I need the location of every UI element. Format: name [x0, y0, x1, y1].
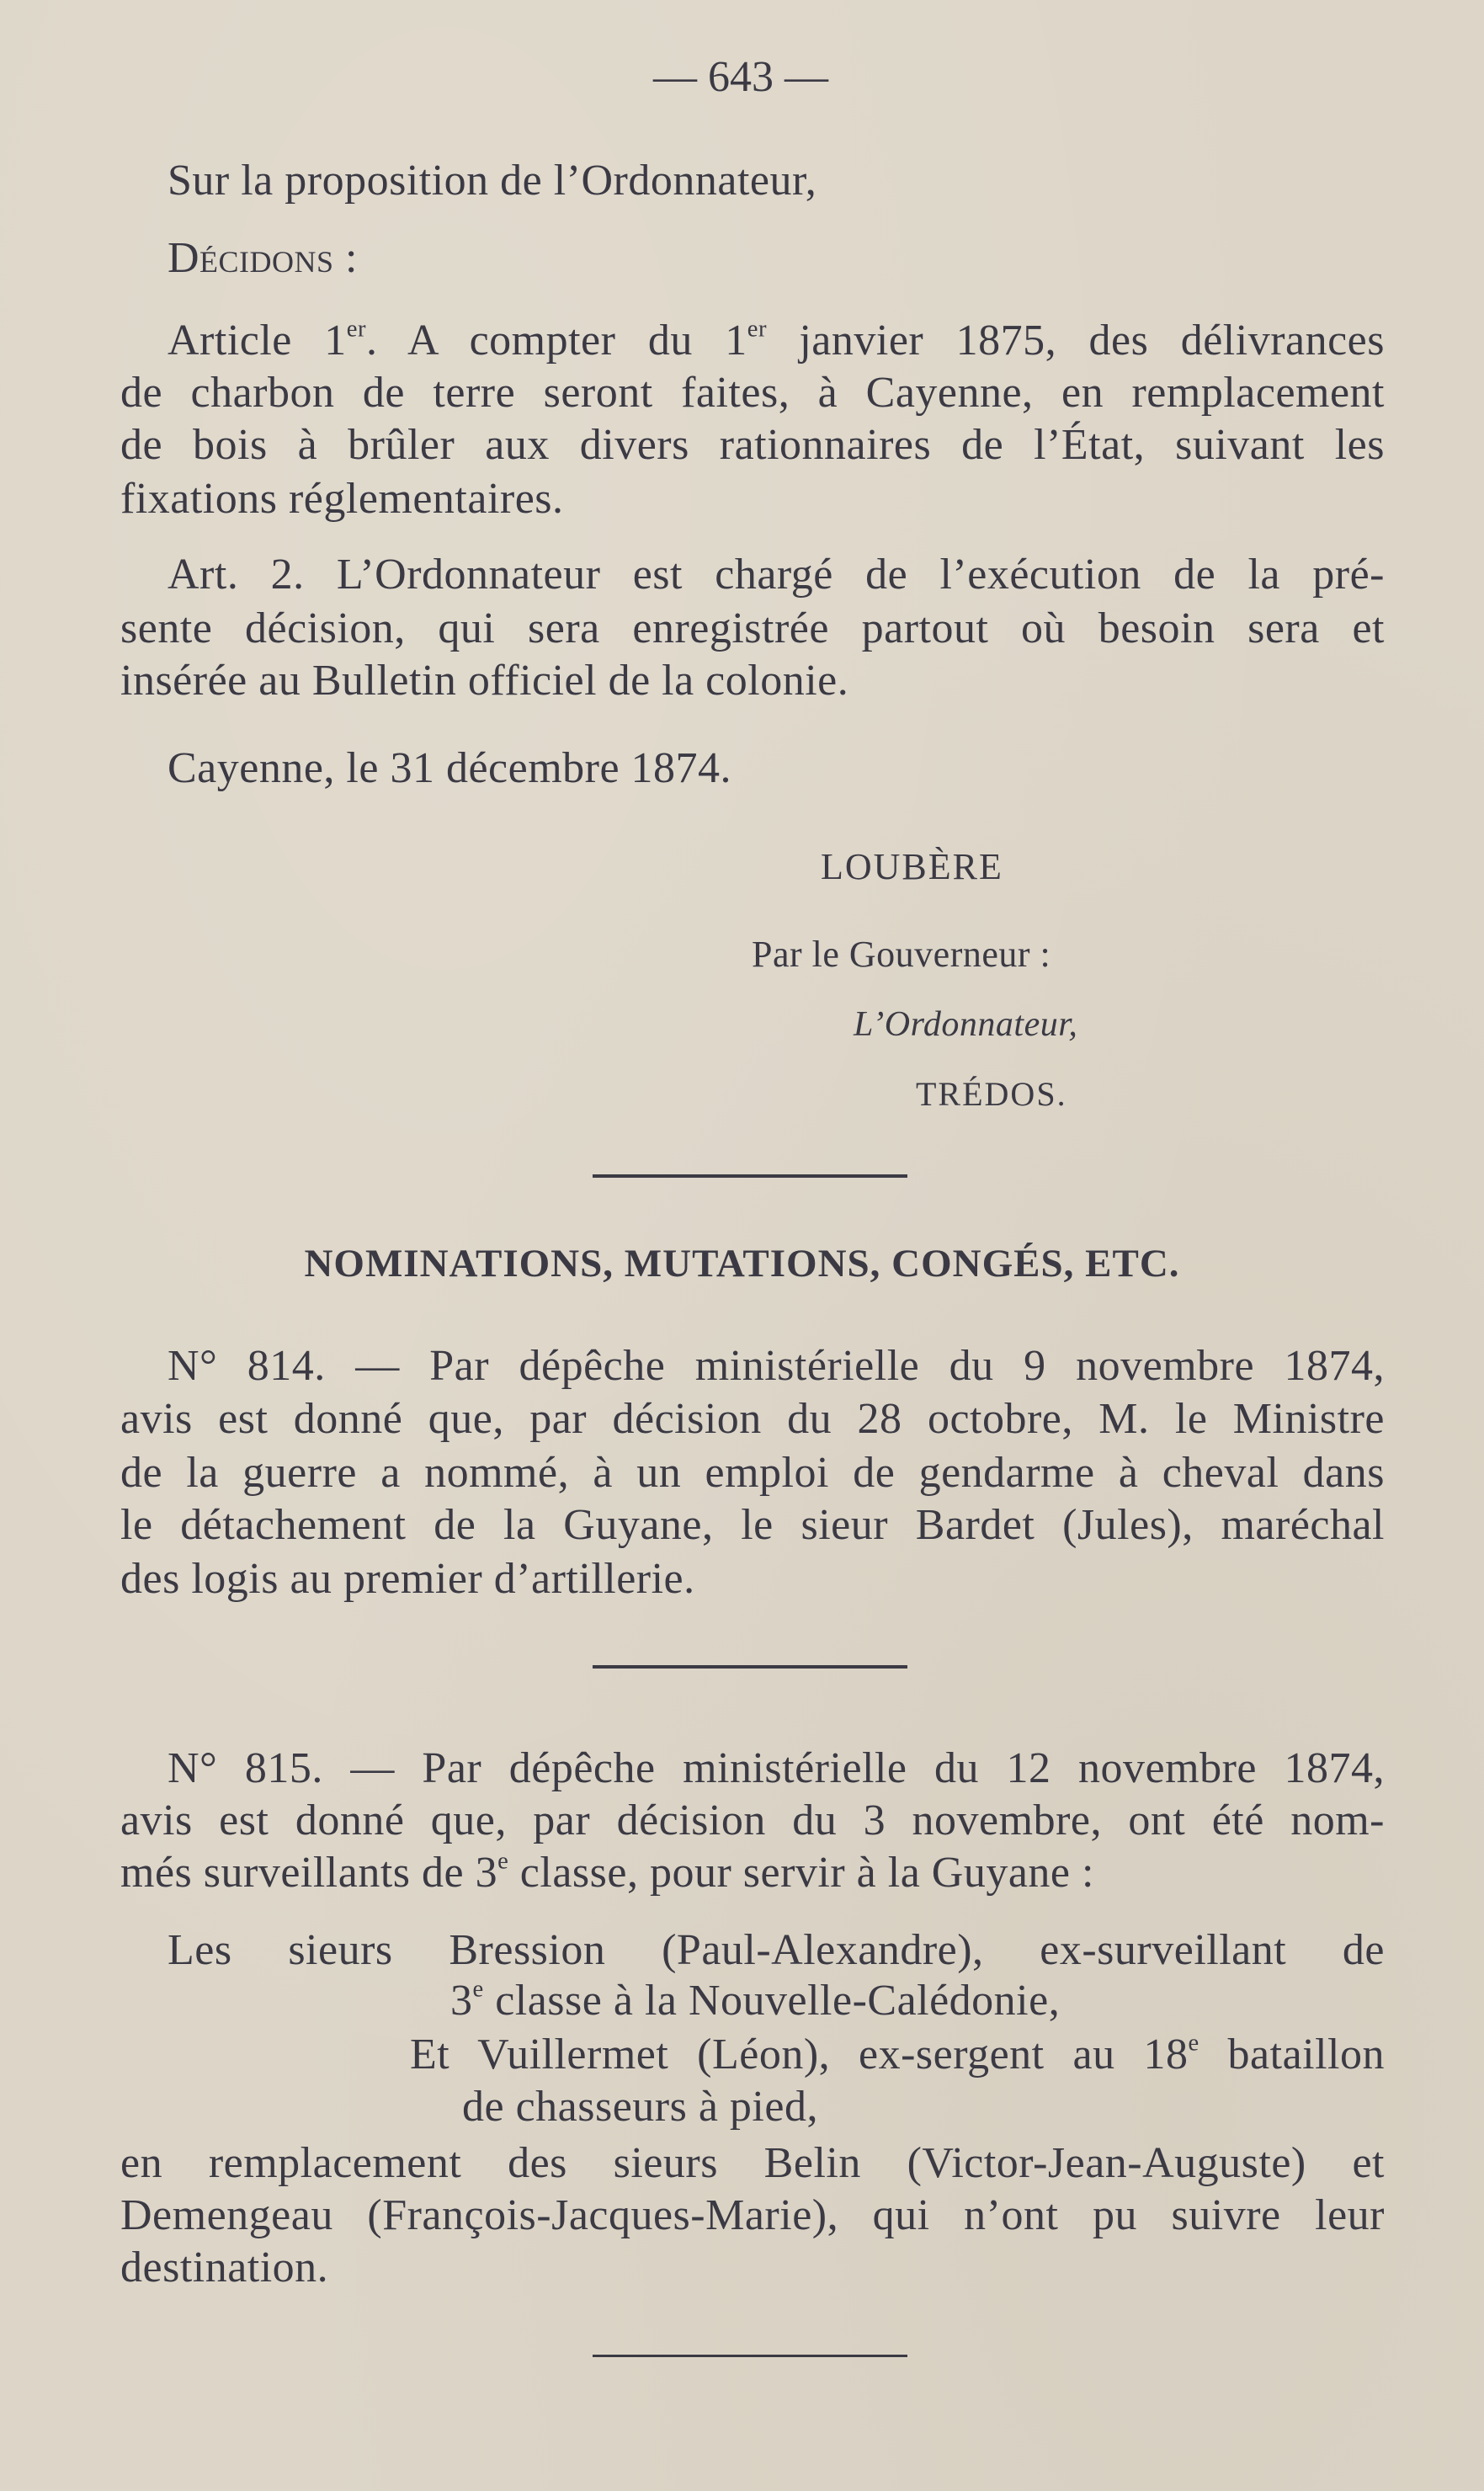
article-1-label: Article 1 — [168, 317, 347, 365]
entry-815-line-5 — [450, 1976, 1060, 2026]
article-2-line-2: sente décision, qui sera enregistrée partout où besoin sera et — [120, 604, 1385, 652]
entry-815-line-4: Les sieurs Bression (Paul-Alexandre), ex-surveillant de — [168, 1926, 1385, 1974]
entry-815-line-10: destination. — [120, 2243, 329, 2291]
article-2-line-1: Art. 2. L’Ordonnateur est chargé de l’exécution de la pré- — [168, 551, 1385, 599]
article-1-line-1 — [168, 316, 1385, 366]
entry-815-line-5-sup: e — [472, 1976, 484, 2003]
page-number: — 643 — — [653, 53, 828, 101]
entry-815-line-9: Demengeau (François-Jacques-Marie), qui n’ont pu suivre leur — [120, 2191, 1385, 2239]
signatory-name: LOUBÈRE — [821, 846, 1003, 887]
separator-rule-3 — [593, 2355, 907, 2357]
entry-814-line-2: avis est donné que, par décision du 28 octobre, M. le Ministre — [120, 1395, 1385, 1443]
entry-814-line-4: le détachement de la Guyane, le sieur Bardet (Jules), maréchal — [120, 1501, 1385, 1549]
entry-815-line-8: en remplacement des sieurs Belin (Victor-Jean-Auguste) et — [120, 2139, 1385, 2187]
ordonnateur-title: L’Ordonnateur, — [854, 1005, 1078, 1044]
entry-814-line-1: N° 814. — Par dépêche ministérielle du 9 novembre 1874, — [168, 1342, 1385, 1390]
entry-815-line-6-start: Et Vuillermet (Léon), ex-sergent au 18 — [410, 2031, 1189, 2078]
entry-815-line-3-start: més surveillants de 3 — [120, 1849, 498, 1897]
entry-815-line-3-end: classe, pour servir à la Guyane : — [508, 1849, 1094, 1897]
place-date: Cayenne, le 31 décembre 1874. — [168, 744, 732, 792]
entry-815-line-3 — [120, 1848, 1094, 1898]
entry-815-line-5-end: classe à la Nouvelle-Calédonie, — [483, 1977, 1061, 2025]
entry-815-line-5-start: 3 — [450, 1977, 473, 2025]
decision-intro: Sur la proposition de l’Ordonnateur, — [168, 157, 817, 205]
entry-815-line-6 — [410, 2030, 1385, 2080]
ordonnateur-name: TRÉDOS. — [916, 1075, 1067, 1113]
entry-815-line-6-end: bataillon — [1199, 2031, 1385, 2078]
entry-815-line-3-sup: e — [497, 1848, 509, 1875]
article-1-line-3: de bois à brûler aux divers rationnaires de l’État, suivant les — [120, 421, 1385, 469]
article-1-date-start: . A compter du 1 — [365, 317, 747, 365]
separator-rule-2 — [593, 1665, 907, 1669]
entry-814-line-5: des logis au premier d’artillerie. — [120, 1555, 695, 1603]
article-1-sup: er — [346, 316, 366, 343]
article-2-line-3: insérée au Bulletin officiel de la colonie. — [120, 657, 849, 705]
entry-815-line-1: N° 815. — Par dépêche ministérielle du 12 novembre 1874, — [168, 1744, 1385, 1792]
entry-815-line-7: de chasseurs à pied, — [462, 2083, 818, 2131]
article-1-date-sup: er — [747, 316, 767, 343]
article-1-date-end: janvier 1875, des délivrances — [766, 317, 1385, 365]
article-1-line-2: de charbon de terre seront faites, à Cayenne, en remplacement — [120, 369, 1385, 417]
section-title: NOMINATIONS, MUTATIONS, CONGÉS, ETC. — [304, 1242, 1180, 1285]
separator-rule-1 — [593, 1174, 907, 1178]
entry-814-line-3: de la guerre a nommé, à un emploi de gendarme à cheval dans — [120, 1449, 1385, 1497]
by-the-governor: Par le Gouverneur : — [752, 934, 1051, 975]
article-1-line-4: fixations réglementaires. — [120, 475, 564, 523]
entry-815-line-6-sup: e — [1188, 2030, 1199, 2057]
entry-815-line-2: avis est donné que, par décision du 3 novembre, ont été nom- — [120, 1796, 1385, 1844]
decidons-heading: Décidons : — [168, 234, 359, 282]
